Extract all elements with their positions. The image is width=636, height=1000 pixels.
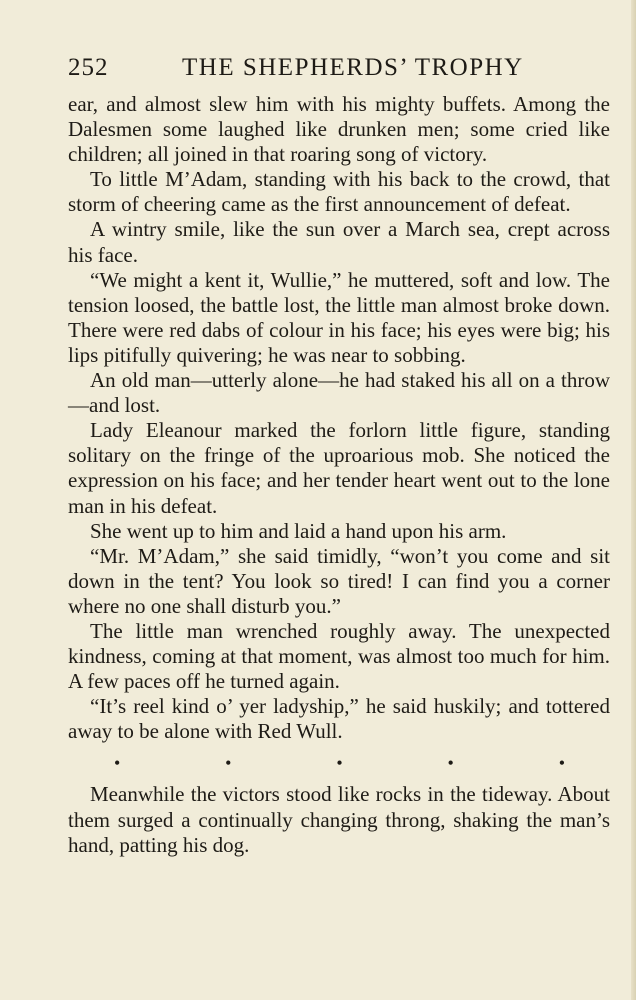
page-header (68, 50, 608, 86)
running-title: THE SHEPHERDS’ TROPHY (182, 54, 524, 81)
paragraph: An old man—utterly alone—he had staked his all on a throw—and lost. (68, 368, 610, 418)
body-text (68, 92, 610, 858)
paragraph: She went up to him and laid a hand upon his arm. (90, 518, 507, 543)
section-separator (68, 744, 610, 782)
page-edge (631, 0, 636, 1000)
separator-dot: • (336, 752, 343, 773)
paragraph: “Mr. M’Adam,” she said timidly, “won’t you come and sit down in the tent? You look so tired! I can find you a corner where no one shall disturb you.” (68, 543, 610, 618)
separator-dot: • (114, 752, 121, 773)
separator-dot: • (558, 752, 565, 773)
paragraph: “We might a kent it, Wullie,” he muttered, soft and low. The tension loosed, the battle lost, the little man almost broke down. There were red dabs of colour in his face; his eyes were big; his lips pitifully quivering; he was near to sobbing. (68, 267, 610, 367)
paragraph: Lady Eleanour marked the forlorn little figure, standing solitary on the fringe of the uproarious mob. She noticed the expression on his face; and her tender heart went out to the lone man in his defeat. (68, 418, 610, 518)
page-number: 252 (68, 54, 109, 81)
paragraph: “It’s reel kind o’ yer ladyship,” he said huskily; and tottered away to be alone with Red Wull. (68, 694, 610, 744)
separator-dot: • (225, 752, 232, 773)
paragraph: To little M’Adam, standing with his back to the crowd, that storm of cheering came as the first announcement of defeat. (68, 167, 610, 217)
paragraph: The little man wrenched roughly away. The unexpected kindness, coming at that moment, was almost too much for him. A few paces off he turned again. (68, 618, 610, 694)
paragraph: ear, and almost slew him with his mighty buffets. Among the Dalesmen some laughed like drunken men; some cried like children; all joined in that roaring song of victory. (68, 92, 610, 167)
paragraph: Meanwhile the victors stood like rocks in the tideway. About them surged a continually changing throng, shaking the man’s hand, patting his dog. (68, 782, 610, 857)
separator-dot: • (447, 752, 454, 773)
paragraph: A wintry smile, like the sun over a March sea, crept across his face. (68, 217, 610, 267)
